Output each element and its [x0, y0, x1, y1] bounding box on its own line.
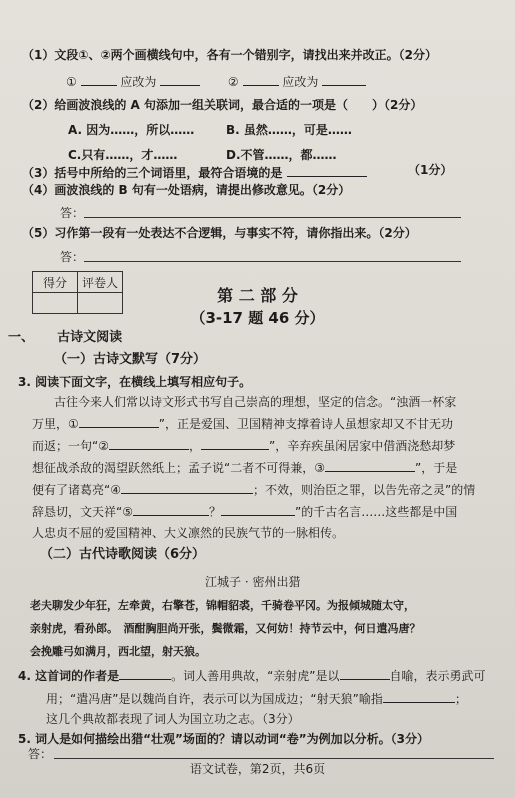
poem-title: 江城子 · 密州出猎 [205, 575, 301, 589]
passage-line-6 [32, 503, 457, 520]
sky-wolf-blank[interactable] [383, 690, 455, 703]
passage-text: ， [188, 439, 201, 453]
question-3 [22, 164, 367, 181]
answer-line-5[interactable] [84, 261, 461, 262]
blank-4[interactable] [121, 481, 253, 494]
passage-text: ”，正是爱国、卫国精神支撑着诗人虽想家却又不甘无功 [158, 417, 453, 431]
passage-text: 而返；一句“② [32, 439, 109, 453]
blank-5b[interactable] [221, 503, 295, 516]
fix-1-change-label: 应改为 [120, 75, 157, 89]
poem-line-2: 亲射虎，看孙郎。 酒酣胸胆尚开张，鬓微霜，又何妨！持节云中，何日遣冯唐？ [30, 622, 421, 635]
blank-1[interactable] [79, 415, 159, 428]
passage-text: ；不效，则治臣之罪，以告先帝之灵”的情 [252, 483, 476, 497]
question-3-intro: 3. 阅读下面文字，在横线上填写相应句子。 [18, 375, 252, 389]
question-4-line-1 [18, 667, 486, 684]
passage-text: 想征战杀敌的渴望跃然纸上；孟子说“二者不可得兼，③ [32, 461, 325, 475]
blank-3[interactable] [325, 459, 415, 472]
blank-5a[interactable] [133, 503, 209, 516]
poem-line-3: 会挽雕弓如满月，西北望，射天狼。 [30, 645, 206, 658]
blank-2b[interactable] [201, 437, 269, 450]
score-header: 得分 [33, 272, 78, 293]
fix-1-answer-blank[interactable] [160, 73, 200, 86]
poem-line-1: 老夫聊发少年狂，左牵黄，右擎苍，锦帽貂裘，千骑卷平冈。为报倾城随太守， [30, 599, 415, 612]
question-4-line-2 [46, 690, 467, 707]
allusion-blank[interactable] [340, 667, 390, 680]
passage-text: ”，辛弃疾虽闲居家中借酒浇愁却梦 [269, 439, 456, 453]
option-c[interactable]: C.只有……，才…… [68, 148, 178, 162]
fix-1-label: ① [66, 75, 77, 89]
section-title: 古诗文阅读 [57, 330, 123, 345]
option-b[interactable]: B. 虽然……，可是…… [226, 123, 352, 137]
question-3-blank[interactable] [287, 164, 367, 177]
grader-header: 评卷人 [78, 272, 123, 293]
question-1: （1）文段①、②两个画横线句中，各有一个错别字，请找出来并改正。（2分） [22, 48, 438, 62]
fix-2-answer-blank[interactable] [322, 73, 366, 86]
passage-text: ？ [208, 505, 221, 519]
option-a[interactable]: A. 因为……，所以…… [68, 123, 195, 137]
passage-line-7: 人忠贞不屈的爱国精神、大义凛然的民族气节的一脉相传。 [32, 526, 345, 540]
question-4-text: 。词人善用典故，“亲射虎”是以 [171, 669, 340, 683]
page-footer: 语文试卷，第2页，共6页 [189, 762, 326, 776]
passage-text: ”的千古名言……这些都是中国 [295, 505, 458, 519]
fix-2-blank[interactable] [243, 73, 279, 86]
passage-text: 辞恳切，文天祥“⑤ [32, 505, 133, 519]
passage-text: ”，于是 [414, 461, 458, 475]
subsection-recitation: （一）古诗文默写（7分） [54, 352, 207, 367]
fix-2-label: ② [227, 75, 239, 89]
option-d[interactable]: D.不管……，都…… [226, 148, 337, 162]
question-4-text: 用；“遣冯唐”是以魏尚自许，表示可以为国成边；“射天狼”喻指 [46, 692, 383, 706]
question-4-text: 自喻，表示勇武可 [389, 669, 486, 683]
question-5: （5）习作第一段有一处表达不合逻辑，与事实不符，请你指出来。（2分） [22, 226, 417, 240]
part-title: 第 二 部 分 [217, 286, 298, 305]
question-5-poetry: 5. 词人是如何描绘出猎“壮观”场面的？请以动词“卷”为例加以分析。（3分） [18, 732, 429, 746]
passage-line-1: 古往今来人们常以诗文形式书写自己崇高的理想，坚定的信念。“浊酒一杯家 [54, 395, 457, 409]
passage-line-5 [32, 481, 475, 498]
passage-line-3 [32, 437, 455, 454]
question-2: （2）给画波浪线的 A 句添加一组关联词，最合适的一项是（ ）（2分） [22, 98, 423, 112]
question-3-text: （3）括号中所给的三个词语里，最符合语境的是 [22, 166, 283, 180]
answer-label-5: 答： [60, 250, 85, 264]
answer-line-4[interactable] [84, 217, 461, 218]
fix-1-blank[interactable] [81, 73, 117, 86]
passage-text: 便有了诸葛亮“④ [32, 483, 121, 497]
question-1-fill-row [66, 73, 366, 90]
answer-label-4: 答： [60, 206, 85, 220]
passage-text: 万里，① [32, 417, 79, 431]
blank-2a[interactable] [109, 437, 189, 450]
question-4-text: 4. 这首词的作者是 [18, 669, 120, 683]
subsection-poetry: （二）古代诗歌阅读（6分） [40, 547, 206, 562]
section-number: 一、 [8, 330, 35, 345]
passage-line-2 [32, 415, 453, 432]
answer-label-poetry: 答： [28, 747, 53, 761]
answer-line-poetry[interactable] [54, 758, 494, 759]
section-heading [8, 330, 122, 346]
question-4-line-3: 这几个典故都表现了词人为国立功之志。（3分） [46, 712, 300, 726]
part-range: （3-17 题 46 分） [190, 309, 325, 327]
fix-2-change-label: 应改为 [282, 75, 319, 89]
question-4-text: ； [454, 692, 467, 706]
question-3-score: （1分） [408, 163, 453, 177]
author-blank[interactable] [119, 667, 171, 680]
question-4: （4）画波浪线的 B 句有一处语病，请提出修改意见。（2分） [22, 183, 351, 197]
passage-line-4 [32, 459, 457, 476]
